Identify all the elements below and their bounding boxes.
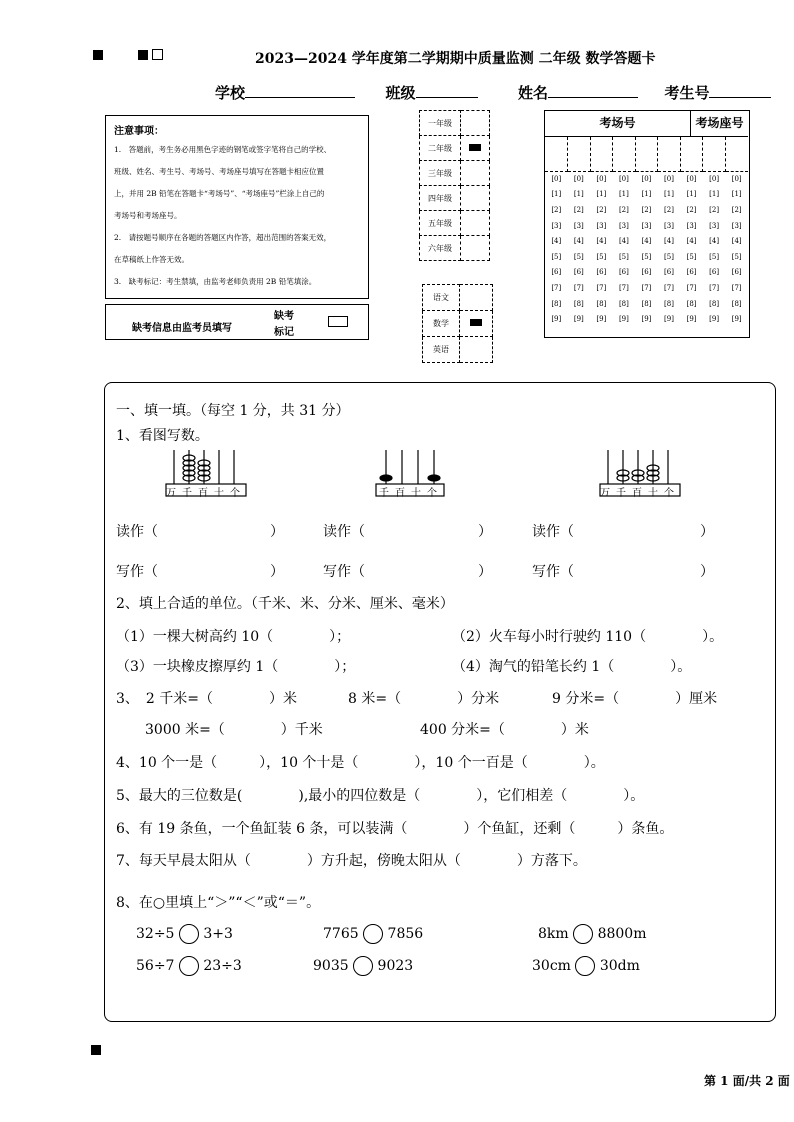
digit-bubble[interactable]: [7]: [641, 283, 652, 292]
digit-bubble[interactable]: [2]: [686, 205, 697, 214]
digit-bubble[interactable]: [4]: [551, 237, 562, 246]
digit-bubble[interactable]: [7]: [664, 283, 674, 292]
digit-bubble[interactable]: [3]: [686, 221, 697, 230]
digit-bubble[interactable]: [1]: [573, 190, 584, 199]
digit-bubble[interactable]: [4]: [573, 237, 584, 246]
question-3a: 3、 2 千米=（ ）米: [116, 691, 297, 707]
digit-bubble[interactable]: [7]: [709, 283, 720, 292]
absent-mark-box[interactable]: [328, 316, 348, 327]
abacus-b-labels: [379, 484, 443, 499]
digit-bubble[interactable]: [4]: [618, 237, 629, 246]
subject-bubble[interactable]: [460, 337, 493, 363]
compare-item: [323, 924, 423, 944]
digit-bubble[interactable]: [3]: [551, 221, 562, 230]
digit-bubble[interactable]: [9]: [573, 315, 584, 324]
digit-bubble[interactable]: [0]: [731, 175, 742, 184]
grade-label: 五年级: [420, 211, 461, 236]
grade-table: [419, 110, 490, 261]
digit-bubble[interactable]: [2]: [709, 205, 720, 214]
digit-bubble[interactable]: [8]: [618, 299, 629, 308]
digit-bubble[interactable]: [5]: [686, 252, 697, 261]
digit-bubble[interactable]: [5]: [731, 252, 742, 261]
digit-bubble[interactable]: [5]: [618, 252, 629, 261]
digit-bubble[interactable]: [5]: [641, 252, 652, 261]
write-close: ）: [700, 564, 714, 580]
notes-line: 班级、姓名、考生号、考场号、考场座号填写在答题卡相应位置: [114, 167, 324, 176]
place-label: 百: [198, 488, 214, 499]
digit-bubble[interactable]: [3]: [596, 221, 607, 230]
exam-room-seat-box: [544, 110, 750, 338]
digit-bubble[interactable]: [8]: [664, 299, 674, 308]
digit-bubble[interactable]: [5]: [596, 252, 607, 261]
compare-left: 7765: [323, 926, 359, 942]
digit-bubble[interactable]: [9]: [709, 315, 720, 324]
read-close: ）: [700, 524, 714, 540]
write-close: ）: [270, 564, 284, 580]
digit-write-cell[interactable]: [635, 137, 658, 171]
absent-mark-label: 缺考: [274, 311, 294, 322]
class-field[interactable]: [416, 97, 478, 98]
school-field[interactable]: [245, 97, 355, 98]
class-label: 班级: [385, 84, 416, 102]
abacus-c-labels: [600, 484, 680, 499]
digit-bubble[interactable]: [3]: [618, 221, 629, 230]
subject-label: 语文: [423, 285, 460, 311]
place-label: 个: [427, 488, 443, 499]
school-label: 学校: [215, 84, 246, 102]
exam-room-label: 考场号: [545, 111, 691, 137]
digit-bubble[interactable]: [2]: [664, 205, 674, 214]
digit-bubble[interactable]: [3]: [709, 221, 720, 230]
question-1: 1、看图写数。: [116, 428, 209, 444]
digit-bubble[interactable]: [1]: [664, 190, 674, 199]
abacus-a-labels: [166, 484, 246, 499]
digit-bubble[interactable]: [9]: [596, 315, 607, 324]
digit-bubble[interactable]: [8]: [731, 299, 742, 308]
page-title: 2023—2024 学年度第二学期期中质量监测 二年级 数学答题卡: [255, 51, 656, 67]
digit-bubble[interactable]: [2]: [618, 205, 629, 214]
digit-bubble[interactable]: [7]: [686, 283, 697, 292]
place-label: 千: [616, 488, 632, 499]
compare-circle[interactable]: [575, 956, 595, 976]
grade-label: 六年级: [420, 236, 461, 261]
question-7: 7、每天早晨太阳从（ ）方升起，傍晚太阳从（ ）方落下。: [116, 853, 587, 869]
digit-bubble[interactable]: [8]: [641, 299, 652, 308]
compare-circle[interactable]: [363, 924, 383, 944]
grade-bubble[interactable]: [461, 236, 490, 261]
grade-bubble[interactable]: [461, 186, 490, 211]
digit-bubble[interactable]: [1]: [596, 190, 607, 199]
notes-line: 在草稿纸上作答无效。: [114, 255, 189, 264]
compare-right: 23÷3: [203, 958, 242, 974]
digit-bubble[interactable]: [1]: [641, 190, 652, 199]
compare-right: 7856: [387, 926, 424, 942]
compare-right: 8800m: [597, 926, 647, 942]
digit-bubble[interactable]: [1]: [551, 190, 562, 199]
absent-mark-label: 标记: [274, 327, 294, 338]
digit-write-cell[interactable]: [613, 137, 636, 171]
digit-bubble[interactable]: [8]: [551, 299, 562, 308]
digit-bubble[interactable]: [7]: [573, 283, 584, 292]
subject-label: 英语: [423, 337, 460, 363]
digit-bubble[interactable]: [9]: [551, 315, 562, 324]
compare-right: 30dm: [599, 958, 640, 974]
digit-bubble[interactable]: [0]: [664, 175, 674, 184]
digit-bubble[interactable]: [2]: [551, 205, 562, 214]
digit-bubble[interactable]: [7]: [596, 283, 607, 292]
grade-bubble[interactable]: [461, 211, 490, 236]
compare-circle[interactable]: [179, 924, 199, 944]
question-8: 8、在○里填上“＞”“＜”或“＝”。: [116, 895, 321, 911]
digit-bubble[interactable]: [2]: [731, 205, 742, 214]
digit-bubble[interactable]: [9]: [686, 315, 697, 324]
question-6: 6、有 19 条鱼，一个鱼缸装 6 条，可以装满（ ）个鱼缸，还剩（ ）条鱼。: [116, 821, 674, 837]
write-label: 写作（: [532, 564, 574, 580]
digit-write-cell[interactable]: [680, 137, 703, 171]
digit-bubble[interactable]: [6]: [731, 268, 742, 277]
digit-bubble[interactable]: [0]: [709, 175, 720, 184]
digit-bubble[interactable]: [7]: [618, 283, 629, 292]
place-label: 百: [395, 488, 411, 499]
name-field[interactable]: [548, 97, 638, 98]
digit-write-cell[interactable]: [725, 137, 748, 171]
question-3c: 9 分米=（ ）厘米: [552, 691, 718, 707]
digit-bubble[interactable]: [2]: [596, 205, 607, 214]
digit-bubble[interactable]: [0]: [596, 175, 607, 184]
digit-bubble[interactable]: [0]: [618, 175, 629, 184]
digit-bubble[interactable]: [0]: [573, 175, 584, 184]
exam-seat-label: 考场座号: [691, 111, 748, 137]
digit-bubble[interactable]: [5]: [573, 252, 584, 261]
compare-left: 8km: [538, 926, 569, 942]
student-id-label: 考生号: [664, 84, 710, 102]
digit-bubble[interactable]: [8]: [709, 299, 720, 308]
corner-mark: [93, 50, 103, 60]
digit-bubble[interactable]: [8]: [686, 299, 697, 308]
grade-label: 四年级: [420, 186, 461, 211]
notes-line: 3. 缺考标记：考生禁填，由监考老师负责用 2B 铅笔填涂。: [114, 277, 317, 286]
digit-bubble[interactable]: [8]: [573, 299, 584, 308]
compare-circle[interactable]: [353, 956, 373, 976]
digit-bubble[interactable]: [3]: [641, 221, 652, 230]
compare-item: [538, 924, 646, 944]
notes-box: [105, 115, 369, 299]
compare-left: 32÷5: [136, 926, 175, 942]
read-label: 读作（: [116, 524, 158, 540]
absent-info-box: [105, 304, 369, 340]
place-label: 十: [214, 488, 230, 499]
place-label: 千: [182, 488, 198, 499]
place-label: 十: [648, 488, 664, 499]
digit-grid: [545, 137, 748, 335]
corner-mark: [138, 50, 148, 60]
question-4: 4、10 个一是（ ），10 个十是（ ），10 个一百是（ ）。: [116, 755, 605, 771]
section-title: 一、填一填。（每空 1 分，共 31 分）: [116, 403, 350, 419]
compare-left: 56÷7: [136, 958, 175, 974]
digit-bubble[interactable]: [3]: [573, 221, 584, 230]
place-label: 百: [632, 488, 648, 499]
digit-bubble[interactable]: [1]: [618, 190, 629, 199]
digit-write-cell[interactable]: [568, 137, 591, 171]
grade-bubble-filled[interactable]: [461, 136, 490, 161]
digit-bubble[interactable]: [9]: [731, 315, 742, 324]
digit-bubble[interactable]: [9]: [664, 315, 674, 324]
question-2: 2、填上合适的单位。（千米、米、分米、厘米、毫米）: [116, 596, 454, 612]
notes-line: 2. 请按题号顺序在各题的答题区内作答，超出范围的答案无效，: [114, 233, 332, 242]
grade-label: 三年级: [420, 161, 461, 186]
digit-bubble[interactable]: [7]: [731, 283, 742, 292]
subject-bubble-filled[interactable]: [460, 311, 493, 337]
digit-bubble[interactable]: [4]: [709, 237, 720, 246]
place-label: 千: [379, 488, 395, 499]
read-close: ）: [270, 524, 284, 540]
write-label: 写作（: [323, 564, 365, 580]
digit-write-cell[interactable]: [658, 137, 681, 171]
digit-bubble[interactable]: [6]: [641, 268, 652, 277]
student-info-row: [215, 82, 771, 103]
digit-bubble[interactable]: [6]: [551, 268, 562, 277]
place-label: 个: [664, 488, 680, 499]
digit-bubble[interactable]: [5]: [709, 252, 720, 261]
compare-left: 30cm: [532, 958, 571, 974]
name-label: 姓名: [517, 84, 548, 102]
digit-bubble[interactable]: [6]: [709, 268, 720, 277]
compare-item: [313, 956, 413, 976]
digit-bubble[interactable]: [4]: [731, 237, 742, 246]
digit-bubble[interactable]: [5]: [551, 252, 562, 261]
notes-title: 注意事项：: [114, 126, 164, 137]
question-2-4: （4）淘气的铅笔长约 1（ ）。: [452, 659, 692, 675]
digit-bubble[interactable]: [0]: [641, 175, 652, 184]
question-2-1: （1）一棵大树高约 10（ ）；: [116, 629, 351, 645]
digit-bubble[interactable]: [7]: [551, 283, 562, 292]
question-5: 5、最大的三位数是( ),最小的四位数是（ ），它们相差（ ）。: [116, 788, 645, 804]
page-footer: 第 1 面/共 2 面: [704, 1074, 790, 1088]
grade-label: 二年级: [420, 136, 461, 161]
place-label: 万: [166, 488, 182, 499]
absent-info-label: 缺考信息由监考员填写: [132, 323, 232, 334]
write-label: 写作（: [116, 564, 158, 580]
digit-bubble[interactable]: [3]: [664, 221, 674, 230]
digit-bubble[interactable]: [2]: [641, 205, 652, 214]
digit-bubble-table: [545, 137, 748, 327]
digit-bubble[interactable]: [4]: [641, 237, 652, 246]
digit-bubble[interactable]: [8]: [596, 299, 607, 308]
grade-label: 一年级: [420, 111, 461, 136]
digit-bubble[interactable]: [6]: [596, 268, 607, 277]
read-label: 读作（: [532, 524, 574, 540]
compare-right: 9023: [377, 958, 414, 974]
digit-bubble[interactable]: [6]: [664, 268, 674, 277]
digit-write-cell[interactable]: [545, 137, 568, 171]
digit-bubble[interactable]: [0]: [686, 175, 697, 184]
digit-bubble[interactable]: [3]: [731, 221, 742, 230]
read-close: ）: [478, 524, 492, 540]
question-3e: 400 分米=（ ）米: [420, 722, 589, 738]
compare-item: [532, 956, 640, 976]
compare-right: 3+3: [203, 926, 233, 942]
digit-bubble[interactable]: [9]: [618, 315, 629, 324]
digit-write-cell[interactable]: [703, 137, 726, 171]
digit-write-cell[interactable]: [590, 137, 613, 171]
page-indicator-box: [152, 49, 163, 60]
digit-bubble[interactable]: [2]: [573, 205, 584, 214]
digit-bubble[interactable]: [1]: [709, 190, 720, 199]
compare-circle[interactable]: [179, 956, 199, 976]
question-2-3: （3）一块橡皮擦厚约 1（ ）；: [116, 659, 356, 675]
compare-item: [136, 924, 233, 944]
read-label: 读作（: [323, 524, 365, 540]
place-label: 十: [411, 488, 427, 499]
subject-label: 数学: [423, 311, 460, 337]
digit-bubble[interactable]: [9]: [641, 315, 652, 324]
digit-bubble[interactable]: [0]: [551, 175, 562, 184]
place-label: 万: [600, 488, 616, 499]
digit-bubble[interactable]: [1]: [686, 190, 697, 199]
compare-circle[interactable]: [573, 924, 593, 944]
digit-bubble[interactable]: [4]: [596, 237, 607, 246]
digit-bubble[interactable]: [1]: [731, 190, 742, 199]
question-3d: 3000 米=（ ）千米: [145, 722, 323, 738]
notes-line: 考场号和考场座号。: [114, 211, 182, 220]
digit-bubble[interactable]: [4]: [664, 237, 674, 246]
notes-line: 1. 答题前，考生务必用黑色字迹的钢笔或签字笔将自己的学校、: [114, 145, 332, 154]
subject-bubble[interactable]: [460, 285, 493, 311]
compare-left: 9035: [313, 958, 349, 974]
digit-bubble[interactable]: [5]: [664, 252, 674, 261]
grade-bubble[interactable]: [461, 161, 490, 186]
corner-mark: [91, 1045, 101, 1055]
digit-bubble[interactable]: [6]: [573, 268, 584, 277]
subject-table: [422, 284, 493, 363]
compare-item: [136, 956, 242, 976]
write-close: ）: [478, 564, 492, 580]
digit-bubble[interactable]: [4]: [686, 237, 697, 246]
student-id-field[interactable]: [709, 97, 771, 98]
place-label: 个: [230, 488, 246, 499]
grade-bubble[interactable]: [461, 111, 490, 136]
question-2-2: （2）火车每小时行驶约 110（ ）。: [452, 629, 724, 645]
digit-bubble[interactable]: [6]: [618, 268, 629, 277]
question-3b: 8 米=（ ）分米: [348, 691, 500, 707]
digit-bubble[interactable]: [6]: [686, 268, 697, 277]
notes-line: 上，并用 2B 铅笔在答题卡“考场号”、“考场座号”栏涂上自己的: [114, 189, 325, 198]
